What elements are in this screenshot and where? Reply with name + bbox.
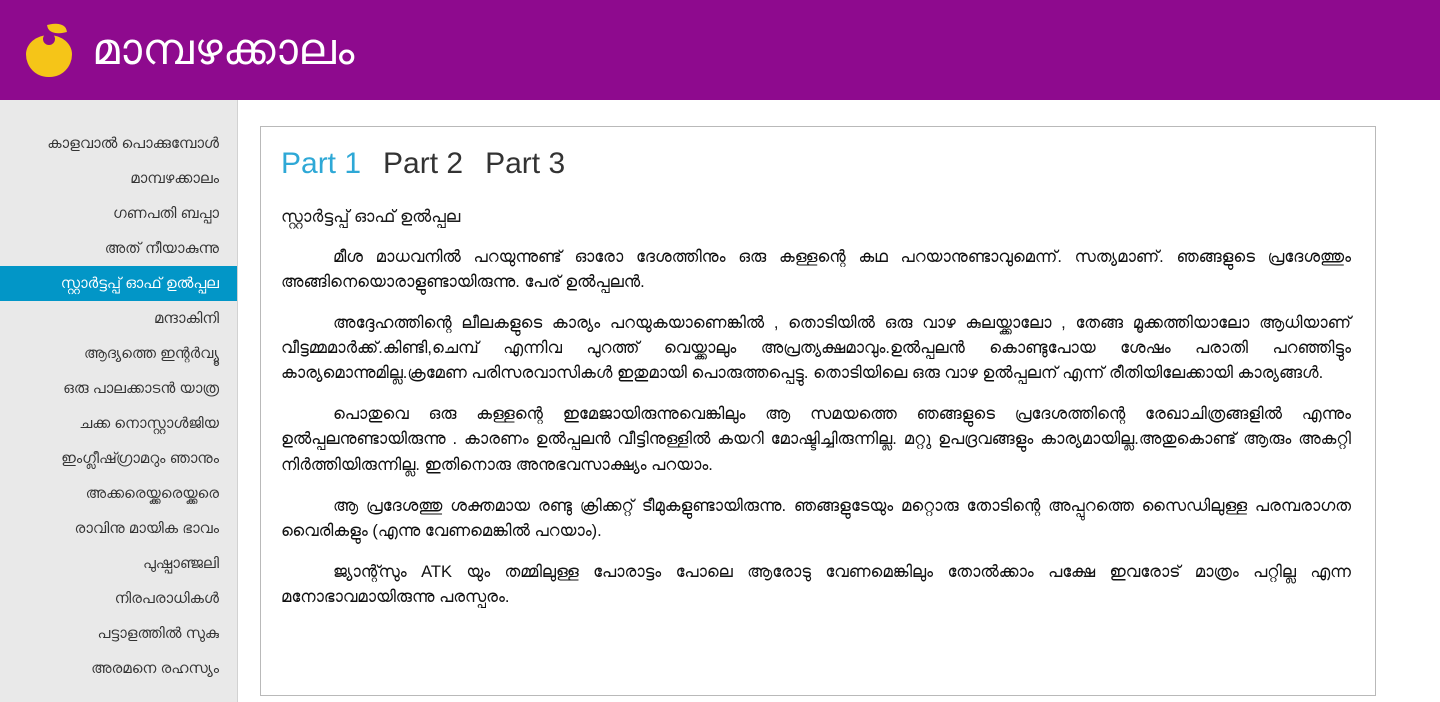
sidebar-item-10[interactable]: അക്കരെയ്ക്കരെയ്ക്കരെ: [85, 485, 219, 502]
sidebar-item-8[interactable]: ചക്ക നൊസ്റ്റാൾജിയ: [79, 415, 219, 432]
apple-icon: [22, 21, 76, 79]
document-paragraph-5: ജ്യാന്റ്സും ATK യും തമ്മിലുള്ള പോരാട്ടം പോലെ ആരോടു വേണമെങ്കിലും തോൽക്കാം പക്ഷേ ഇവരോട് മാത്രം പറ്റില്ല എന്ന മനോഭാവമായിരുന്നു പരസ്പരം.: [281, 562, 1351, 606]
sidebar-item-0[interactable]: കാളവാൽ പൊക്കുമ്പോൾ: [47, 135, 219, 152]
site-header: [0, 0, 1440, 100]
sidebar-item-3[interactable]: അത് നീയാകുന്നു: [104, 240, 219, 257]
tab-part-2[interactable]: Part 2: [383, 147, 464, 180]
sidebar-item-1[interactable]: മാമ്പഴക്കാലം: [130, 170, 219, 187]
sidebar-item-5[interactable]: മന്ദാകിനി: [153, 310, 219, 327]
document-paragraph-4: ആ പ്രദേശത്തു ശക്തമായ രണ്ടു ക്രിക്കറ്റ് ടീമുകളുണ്ടായിരുന്നു. ഞങ്ങളുടേയും മറ്റൊരു തോടിന്റെ അപ്പുറത്തെ സൈഡിലുള്ള പരമ്പരാഗത വൈരികളും (എന്നു വേണമെങ്കിൽ പറയാം).: [281, 496, 1351, 540]
document-paragraph-3: പൊതുവെ ഒരു കള്ളന്റെ ഇമേജായിരുന്നുവെങ്കിലും ആ സമയത്തെ ഞങ്ങളുടെ പ്രദേശത്തിന്റെ രേഖാചിത്രങ്ങളിൽ എന്നും ഉൽപ്പലനുണ്ടായിരുന്നു . കാരണം ഉൽപ്പലൻ വീട്ടിനുള്ളിൽ കയറി മോഷ്ടിച്ചിരുന്നില്ല. മറ്റു ഉപദ്രവങ്ങളും കാര്യമായില്ല.അതുകൊണ്ട് ആരും അകറ്റി നിർത്തിയിരുന്നില്ല. ഇതിനൊരു അനുഭവസാക്ഷ്യം പറയാം.: [281, 405, 1351, 474]
tab-part-3[interactable]: Part 3: [485, 147, 566, 180]
document-panel: [260, 126, 1376, 696]
part-tabs: [281, 147, 1351, 181]
document-paragraph-1: മീശ മാധവനിൽ പറയുന്നുണ്ട് ഓരോ ദേശത്തിനും ഒരു കള്ളന്റെ കഥ പറയാനുണ്ടാവുമെന്ന്. സത്യമാണ്. ഞങ്ങളുടെ പ്രദേശത്തും അങ്ങിനെയൊരാളുണ്ടായിരുന്നു. പേര് ഉൽപ്പലൻ.: [281, 248, 1351, 292]
sidebar-item-7[interactable]: ഒരു പാലക്കാടൻ യാത്ര: [63, 380, 219, 397]
tab-part-1[interactable]: Part 1: [281, 147, 362, 180]
document-paragraph-2: അദ്ദേഹത്തിന്റെ ലീലകളുടെ കാര്യം പറയുകയാണെങ്കിൽ , തൊടിയിൽ ഒരു വാഴ കുലയ്ക്കാലോ , തേങ്ങ മൂക്കത്തിയാലോ ആധിയാണ് വീട്ടമ്മമാർക്ക്.കിണ്ടി,ചെമ്പ് എന്നിവ പുറത്ത് വെയ്ക്കാലും അപ്രത്യക്ഷമാവും.ഉൽപ്പലൻ കൊണ്ടുപോയ ശേഷം പരാതി പറഞ്ഞിട്ടും കാര്യമൊന്നുമില്ല.ക്രമേണ പരിസരവാസികൾ ഇതുമായി പൊരുത്തപ്പെട്ടു. തൊടിയിലെ ഒരു വാഴ ഉൽപ്പലന് എന്ന് രീതിയിലേക്കായി കാര്യങ്ങൾ.: [281, 314, 1351, 383]
sidebar-item-2[interactable]: ഗണപതി ബപ്പാ: [113, 205, 219, 222]
sidebar-item-13[interactable]: നിരപരാധികൾ: [114, 590, 219, 607]
sidebar-item-9[interactable]: ഇംഗ്ലീഷ്ഗ്രാമറും ഞാനും: [61, 450, 219, 467]
page-body: [0, 100, 1440, 702]
main-content: [238, 100, 1440, 702]
document-heading: സ്റ്റാർട്ടപ്പ് ഓഫ് ഉൽപ്പല: [281, 207, 461, 226]
sidebar-item-6[interactable]: ആദ്യത്തെ ഇന്റർവ്യൂ: [83, 345, 219, 362]
sidebar-item-14[interactable]: പട്ടാളത്തിൽ സുകു: [97, 625, 219, 642]
apple-notch-shape: [43, 33, 55, 45]
sidebar-item-12[interactable]: പുഷ്പാഞ്ജലി: [142, 555, 219, 572]
sidebar-nav: [0, 100, 238, 702]
site-title: മാമ്പഴക്കാലം: [92, 25, 355, 74]
sidebar-item-11[interactable]: രാവിനു മായിക ഭാവം: [74, 520, 219, 537]
sidebar-item-4-active[interactable]: സ്റ്റാർട്ടപ്പ് ഓഫ് ഉൽപ്പല: [0, 266, 237, 301]
sidebar-item-15[interactable]: അരമനെ രഹസ്യം: [91, 660, 219, 677]
